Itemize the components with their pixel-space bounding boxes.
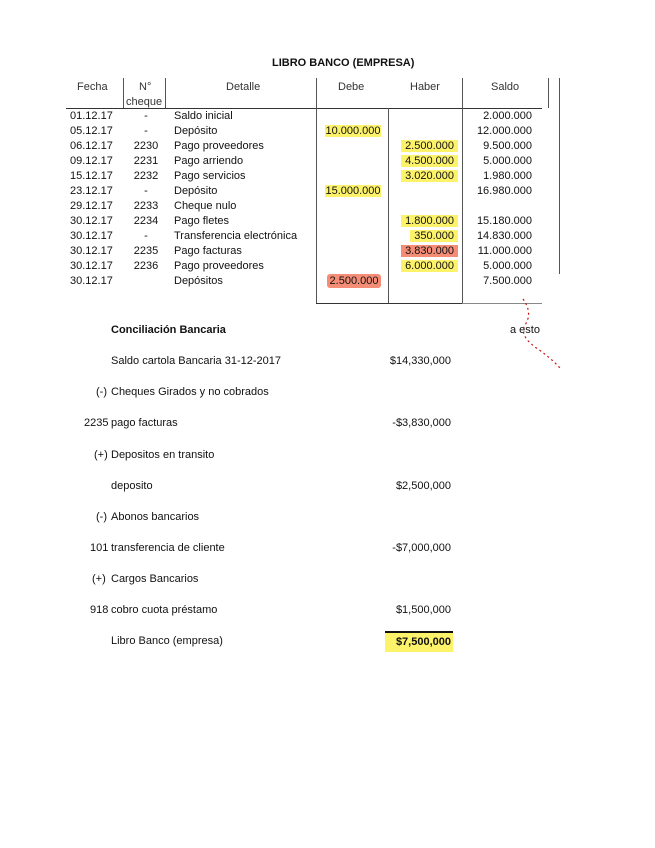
divider	[123, 78, 124, 108]
cell-fecha: 30.12.17	[70, 260, 113, 272]
saldo-cartola-amount: $14,330,000	[389, 355, 451, 367]
cell-detalle: Transferencia electrónica	[174, 230, 298, 242]
cell-detalle: Depósitos	[174, 275, 223, 287]
cell-saldo: 14.830.000	[476, 230, 532, 242]
cell-num: 2235	[133, 245, 159, 257]
header-num-cheque: cheque	[126, 96, 163, 108]
cell-num: 2236	[133, 260, 159, 272]
cell-num: 2231	[133, 155, 159, 167]
depositos-sign: (+)	[94, 449, 108, 461]
cell-num: 2232	[133, 170, 159, 182]
header-fecha: Fecha	[77, 81, 108, 93]
cargos-label: Cargos Bancarios	[111, 573, 199, 585]
cell-detalle: Depósito	[174, 185, 218, 197]
cell-fecha: 05.12.17	[70, 125, 113, 137]
cell-detalle: Depósito	[174, 125, 218, 137]
cell-haber	[390, 155, 458, 167]
annotation-stroke	[523, 299, 561, 369]
table-row	[0, 245, 655, 260]
libro-label: Libro Banco (empresa)	[111, 635, 223, 647]
divider	[165, 78, 166, 108]
header-detalle: Detalle	[226, 81, 261, 93]
cell-haber	[390, 140, 458, 152]
cell-num: 2230	[133, 140, 159, 152]
cell-detalle: Saldo inicial	[174, 110, 233, 122]
table-row	[0, 125, 655, 140]
saldo-cartola-label: Saldo cartola Bancaria 31-12-2017	[111, 355, 282, 367]
cell-debe	[324, 275, 384, 287]
cell-fecha: 30.12.17	[70, 230, 113, 242]
highlight: 2.500.000	[401, 140, 458, 152]
cell-num: 2234	[133, 215, 159, 227]
libro-amount: $7,500,000	[395, 636, 451, 648]
cell-saldo: 1.980.000	[483, 170, 532, 182]
table-row	[0, 275, 655, 290]
cargos-sign: (+)	[92, 573, 106, 585]
cell-saldo: 16.980.000	[476, 185, 532, 197]
cell-num: -	[144, 185, 148, 197]
header-debe: Debe	[338, 81, 365, 93]
cell-fecha: 09.12.17	[70, 155, 113, 167]
header-underline	[66, 108, 542, 109]
cell-detalle: Pago fletes	[174, 215, 230, 227]
cell-saldo: 12.000.000	[476, 125, 532, 137]
abonos-sign: (-)	[96, 511, 107, 523]
conciliacion-title: Conciliación Bancaria	[111, 324, 226, 336]
cell-detalle: Pago proveedores	[174, 140, 264, 152]
cell-saldo: 5.000.000	[483, 155, 532, 167]
cell-saldo: 11.000.000	[477, 245, 532, 257]
table-row	[0, 260, 655, 275]
cuota-num: 918	[90, 604, 109, 616]
cheques-label: Cheques Girados y no cobrados	[111, 386, 269, 398]
divider	[316, 303, 462, 304]
pago-amount: -$3,830,000	[392, 417, 451, 429]
highlight: 3.830.000	[401, 245, 458, 257]
divider	[462, 78, 463, 108]
abonos-label: Abonos bancarios	[111, 511, 200, 523]
cell-num: -	[144, 230, 148, 242]
table-row	[0, 200, 655, 215]
annotation-text: a esto	[510, 324, 540, 336]
header-saldo: Saldo	[491, 81, 520, 93]
cell-saldo: 5.000.000	[483, 260, 532, 272]
cell-detalle: Pago servicios	[174, 170, 246, 182]
transf-num: 101	[90, 542, 109, 554]
cell-saldo: 9.500.000	[483, 140, 532, 152]
divider	[316, 78, 317, 108]
page-title: LIBRO BANCO (EMPRESA)	[272, 57, 415, 69]
header-haber: Haber	[410, 81, 440, 93]
cell-haber	[390, 230, 458, 242]
cell-saldo: 15.180.000	[476, 215, 532, 227]
cell-haber	[390, 260, 458, 272]
transf-label: transferencia de cliente	[111, 542, 225, 554]
cuota-amount: $1,500,000	[395, 604, 451, 616]
pago-label: pago facturas	[111, 417, 178, 429]
highlight: 15.000.000	[325, 185, 381, 197]
cell-detalle: Cheque nulo	[174, 200, 237, 212]
table-row	[0, 110, 655, 125]
cell-fecha: 29.12.17	[70, 200, 113, 212]
cell-haber	[390, 245, 458, 257]
highlight: 3.020.000	[401, 170, 458, 182]
cell-debe	[322, 185, 384, 197]
cell-haber	[390, 215, 458, 227]
deposito-amount: $2,500,000	[395, 480, 451, 492]
cell-fecha: 30.12.17	[70, 275, 113, 287]
cell-debe	[322, 125, 384, 137]
highlight: 4.500.000	[401, 155, 458, 167]
highlight: 6.000.000	[401, 260, 458, 272]
table-row	[0, 170, 655, 185]
table-row	[0, 230, 655, 245]
cell-num: -	[144, 125, 148, 137]
cell-detalle: Pago proveedores	[174, 260, 264, 272]
table-row	[0, 185, 655, 200]
divider	[548, 78, 549, 108]
highlight: 2.500.000	[327, 274, 382, 288]
cell-fecha: 23.12.17	[70, 185, 113, 197]
cell-saldo: 2.000.000	[483, 110, 532, 122]
cell-num: -	[144, 110, 148, 122]
highlight: 1.800.000	[401, 215, 458, 227]
highlight: 10.000.000	[325, 125, 381, 137]
table-row	[0, 155, 655, 170]
cell-fecha: 30.12.17	[70, 215, 113, 227]
table-row	[0, 140, 655, 155]
cell-fecha: 06.12.17	[70, 140, 113, 152]
cell-haber	[390, 170, 458, 182]
header-num: N°	[139, 81, 152, 93]
cell-fecha: 15.12.17	[70, 170, 113, 182]
cheques-sign: (-)	[96, 386, 107, 398]
cell-num: 2233	[133, 200, 159, 212]
cell-detalle: Pago arriendo	[174, 155, 244, 167]
cell-detalle: Pago facturas	[174, 245, 242, 257]
cell-fecha: 01.12.17	[70, 110, 113, 122]
cuota-label: cobro cuota préstamo	[111, 604, 218, 616]
cell-saldo: 7.500.000	[483, 275, 532, 287]
cell-fecha: 30.12.17	[70, 245, 113, 257]
annotation-arrow	[505, 295, 570, 375]
libro-amount-box	[385, 631, 453, 652]
deposito-label: deposito	[111, 480, 153, 492]
highlight: 350.000	[410, 230, 458, 242]
pago-num: 2235	[84, 417, 109, 429]
depositos-label: Depositos en transito	[111, 449, 215, 461]
table-row	[0, 215, 655, 230]
transf-amount: -$7,000,000	[392, 542, 451, 554]
